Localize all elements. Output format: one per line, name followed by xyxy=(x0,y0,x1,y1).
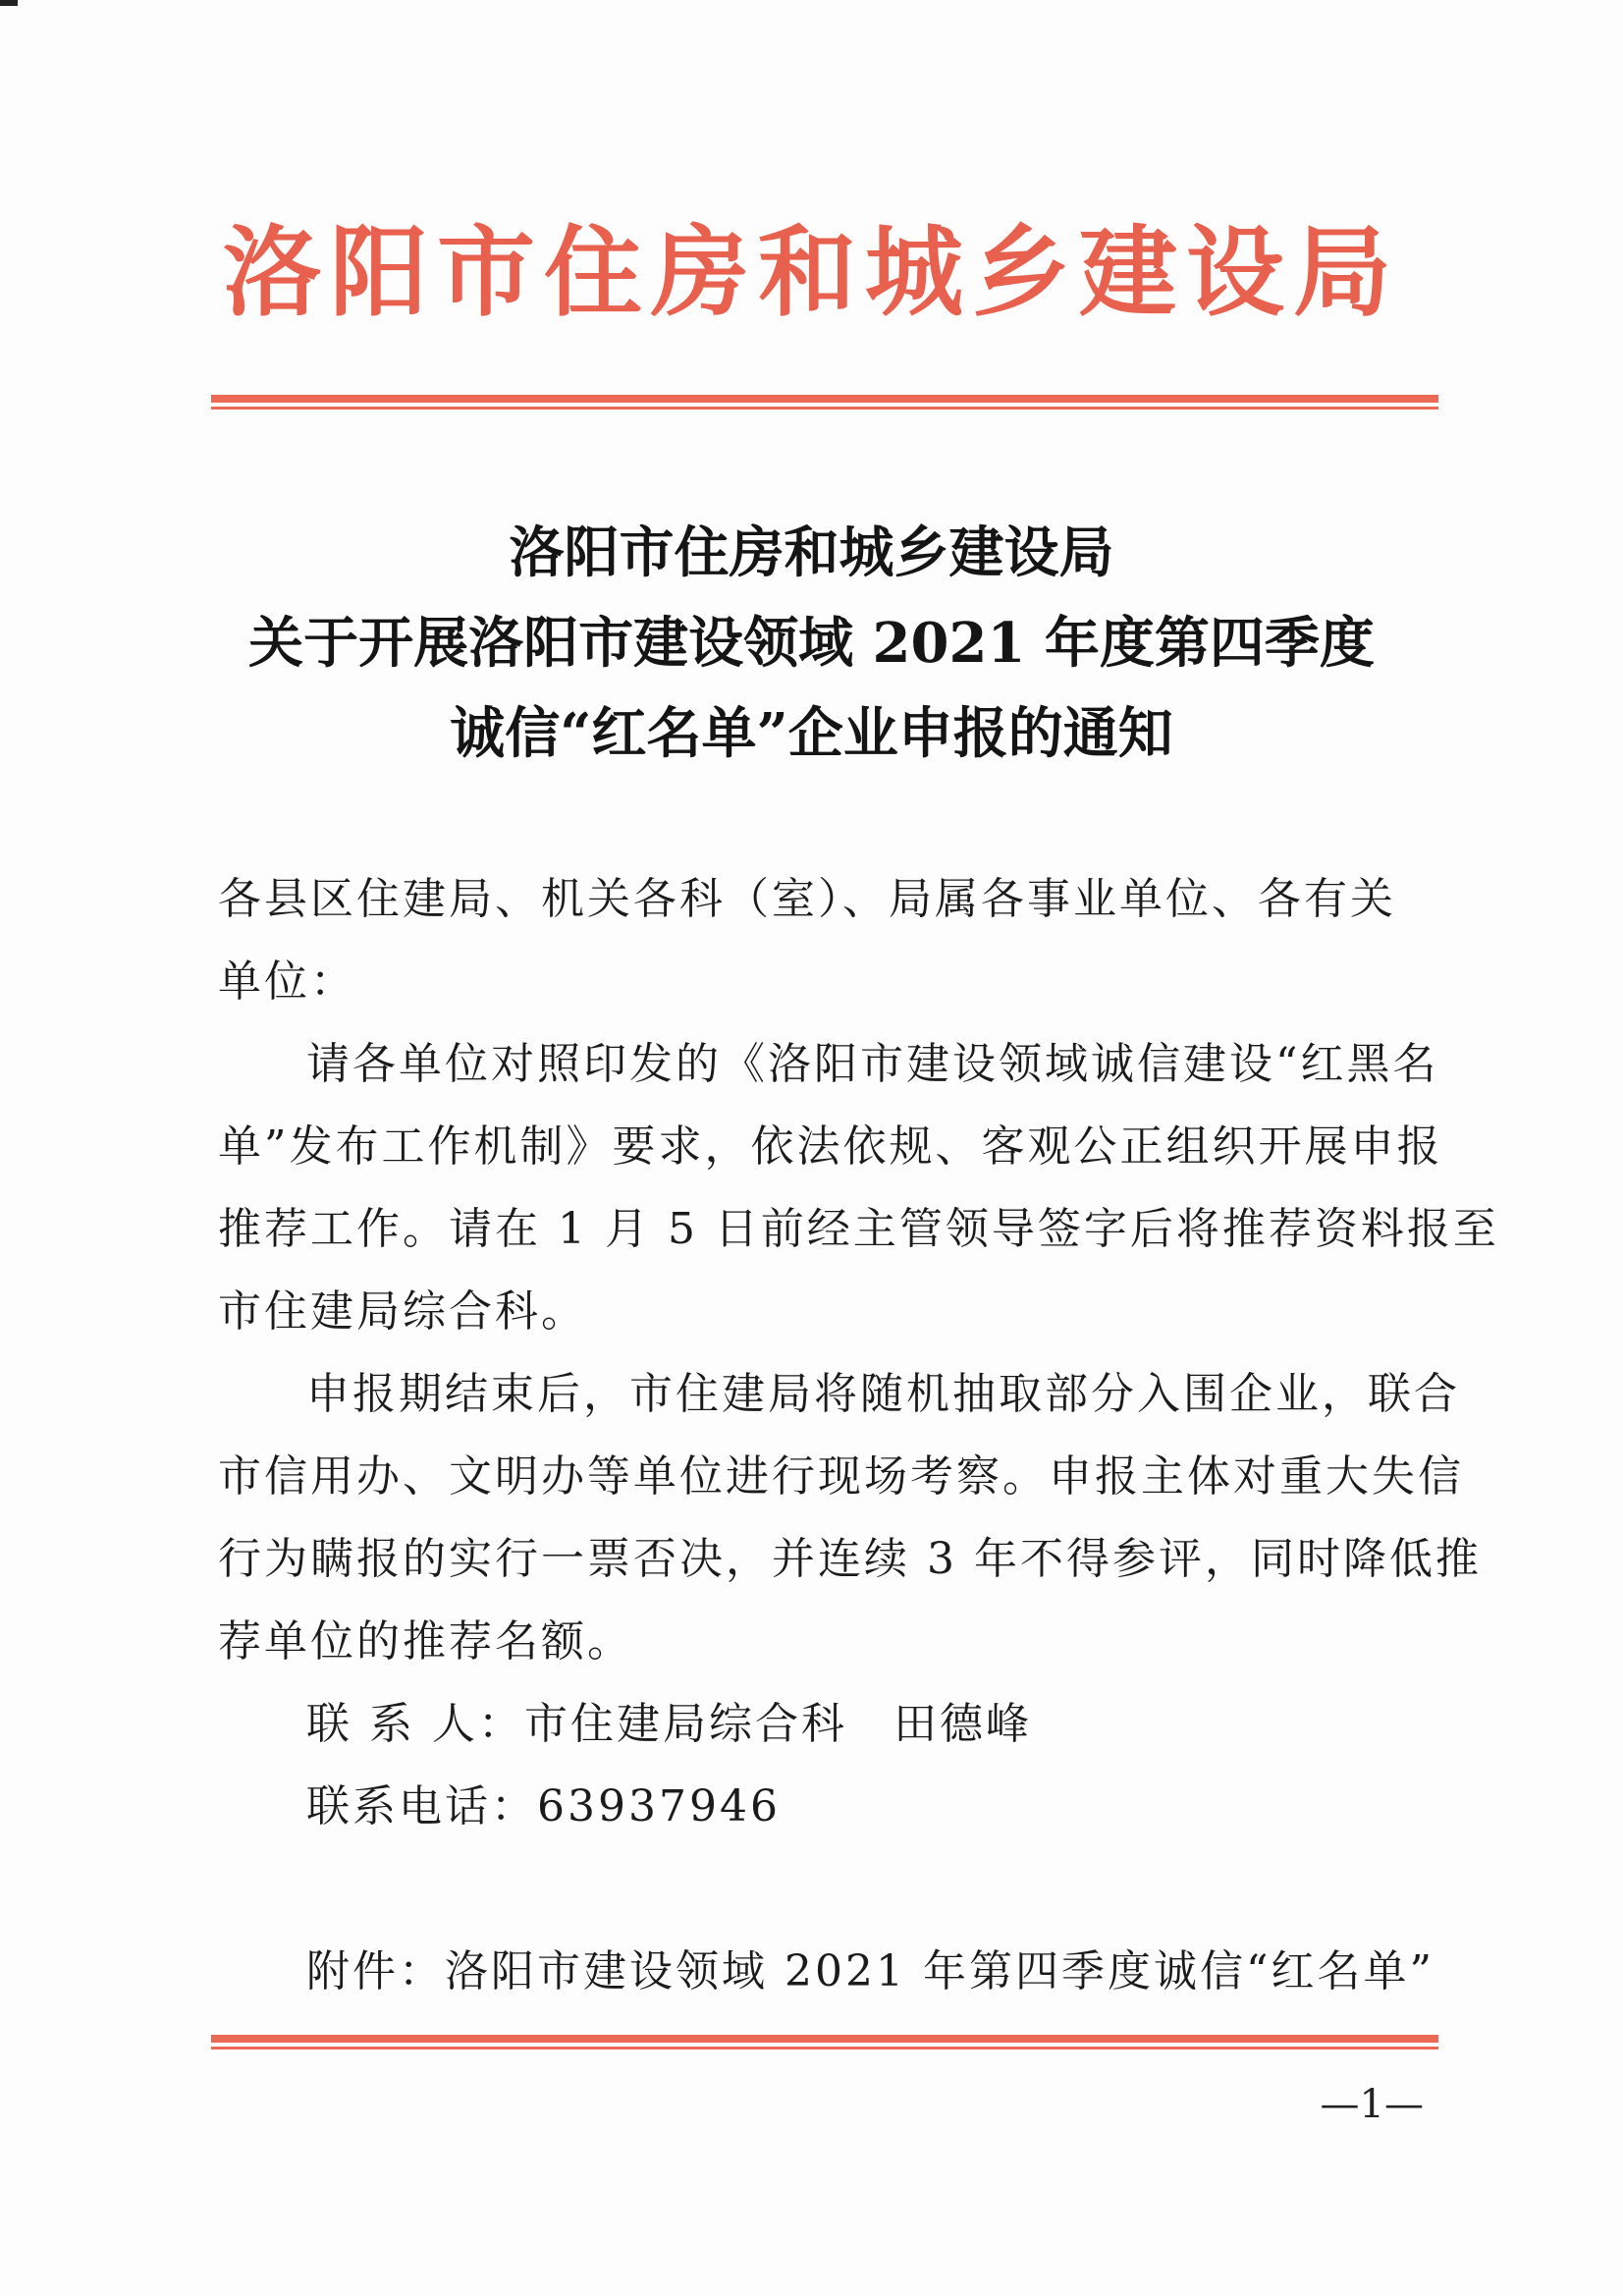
footer-red-rule xyxy=(211,2035,1438,2050)
contact-person: 联 系 人：市住建局综合科 田德峰 xyxy=(306,1699,1032,1749)
paragraph-2-line-4: 荐单位的推荐名额。 xyxy=(218,1616,633,1667)
paragraph-1-line-3: 推荐工作。请在 1 月 5 日前经主管领导签字后将推荐资料报至 xyxy=(218,1204,1499,1254)
paragraph-1-line-4: 市住建局综合科。 xyxy=(218,1286,587,1337)
page-number: —1— xyxy=(1320,2082,1424,2127)
paragraph-2-line-1: 申报期结束后，市住建局将随机抽取部分入围企业，联合 xyxy=(306,1369,1460,1419)
header-red-rule xyxy=(211,395,1438,410)
paragraph-2-line-3: 行为瞒报的实行一票否决，并连续 3 年不得参评，同时降低推 xyxy=(218,1534,1482,1584)
recipients-line-1: 各县区住建局、机关各科（室）、局属各事业单位、各有关 xyxy=(218,874,1396,924)
doc-title-line-3: 诚信“红名单”企业申报的通知 xyxy=(450,701,1173,766)
scan-mark xyxy=(0,0,18,6)
org-header-title: 洛阳市住房和城乡建设局 xyxy=(223,214,1400,330)
attachment-line: 附件：洛阳市建设领域 2021 年第四季度诚信“红名单” xyxy=(306,1946,1434,1996)
doc-title-line-2: 关于开展洛阳市建设领域 2021 年度第四季度 xyxy=(248,611,1375,676)
doc-title-line-1: 洛阳市住房和城乡建设局 xyxy=(509,520,1114,585)
contact-phone: 联系电话：63937946 xyxy=(306,1781,781,1831)
recipients-line-2: 单位： xyxy=(218,957,356,1007)
paragraph-2-line-2: 市信用办、文明办等单位进行现场考察。申报主体对重大失信 xyxy=(218,1451,1464,1502)
paragraph-1-line-1: 请各单位对照印发的《洛阳市建设领域诚信建设“红黑名 xyxy=(306,1039,1439,1089)
paragraph-1-line-2: 单”发布工作机制》要求，依法依规、客观公正组织开展申报 xyxy=(218,1121,1443,1172)
